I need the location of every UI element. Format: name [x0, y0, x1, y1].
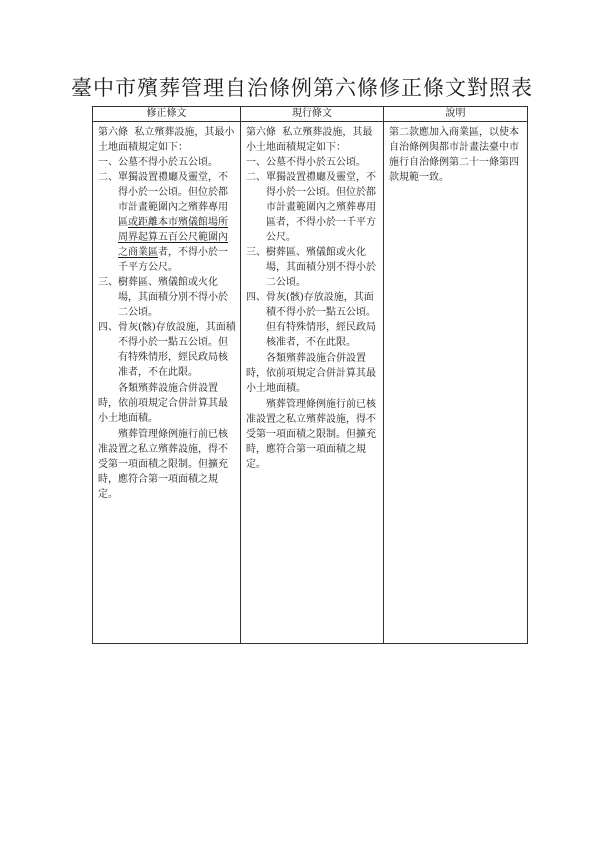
item-text: 樹葬區、殯儀館或火化場，其面積分別不得小於二公頃。	[118, 277, 228, 318]
comparison-table	[92, 106, 528, 644]
article-intro: 私立殯葬設施，其最小土地面積規定如下：	[246, 127, 373, 153]
list-item	[246, 245, 379, 290]
item-number: 二、	[98, 172, 118, 183]
paragraph-3: 殯葬管理條例施行前已核准設置之私立殯葬設施，得不受第一項面積之限制。但擴充時，應符合第一項面積之規定。	[98, 429, 228, 500]
paragraph-2: 各類殯葬設施合併設置時，依前項規定合併計算其最小土地面積。	[98, 383, 228, 424]
article-intro: 私立殯葬設施，其最小土地面積規定如下：	[98, 127, 235, 153]
revised-header: 修正條文	[93, 107, 240, 122]
paragraph-3: 殯葬管理條例施行前已核准設置之私立殯葬設施，得不受第一項面積之限制。但擴充時，應符合第一項面積之規定。	[246, 399, 376, 470]
list-item	[246, 155, 379, 170]
item-number: 三、	[246, 247, 266, 258]
list-item	[98, 320, 236, 380]
list-item	[246, 290, 379, 350]
paragraph-2: 各類殯葬設施合併設置時，依前項規定合併計算其最小土地面積。	[246, 353, 376, 394]
current-column	[241, 107, 384, 643]
list-item	[246, 170, 379, 245]
current-body	[241, 122, 383, 472]
note-text: 第二款應加入商業區，以使本自治條例與都市計畫法臺中市施行自治條例第二十一條第四款規範一致。	[389, 127, 519, 183]
note-body	[384, 122, 527, 185]
item-text: 樹葬區、殯儀館或火化場，其面積分別不得小於二公頃。	[266, 247, 376, 288]
list-item	[98, 170, 236, 275]
revised-body	[93, 122, 240, 502]
page-title: 臺中市殯葬管理自治條例第六條修正條文對照表	[71, 76, 533, 100]
item-number: 三、	[98, 277, 118, 288]
note-column	[384, 107, 527, 643]
article-label: 第六條	[98, 127, 128, 138]
note-header: 說明	[384, 107, 527, 122]
item-text: 骨灰(骸)存放設施，其面積不得小於一點五公頃。但有特殊情形，經民政局核准者，不在此限。	[118, 322, 236, 378]
current-header: 現行條文	[241, 107, 383, 122]
item-number: 四、	[246, 292, 266, 303]
item-text: 單獨設置禮廳及靈堂，不得小於一公頃。但位於都市計畫範圍內之殯葬專用區或距離本市殯儀館場所周界起算五百公尺範圍內之商業區者，不得小於一千平方公尺。	[118, 172, 228, 273]
item-text: 單獨設置禮廳及靈堂，不得小於一公頃。但位於都市計畫範圍內之殯葬專用區者，不得小於一千平方公尺。	[266, 172, 376, 243]
revised-column	[93, 107, 241, 643]
item-text: 骨灰(骸)存放設施，其面積不得小於一點五公頃。但有特殊情形，經民政局核准者，不在此限。	[266, 292, 376, 348]
article-label: 第六條	[246, 127, 276, 138]
item-number: 四、	[98, 322, 118, 333]
list-item	[98, 155, 236, 170]
amended-text: 或距離本市殯儀館場所周界起算五百公尺範圍內之商業區	[118, 217, 228, 258]
item-number: 一、	[98, 157, 118, 168]
item-number: 二、	[246, 172, 266, 183]
list-item	[98, 275, 236, 320]
item-number: 一、	[246, 157, 266, 168]
item-text: 公墓不得小於五公頃。	[118, 157, 218, 168]
item-text: 公墓不得小於五公頃。	[266, 157, 366, 168]
